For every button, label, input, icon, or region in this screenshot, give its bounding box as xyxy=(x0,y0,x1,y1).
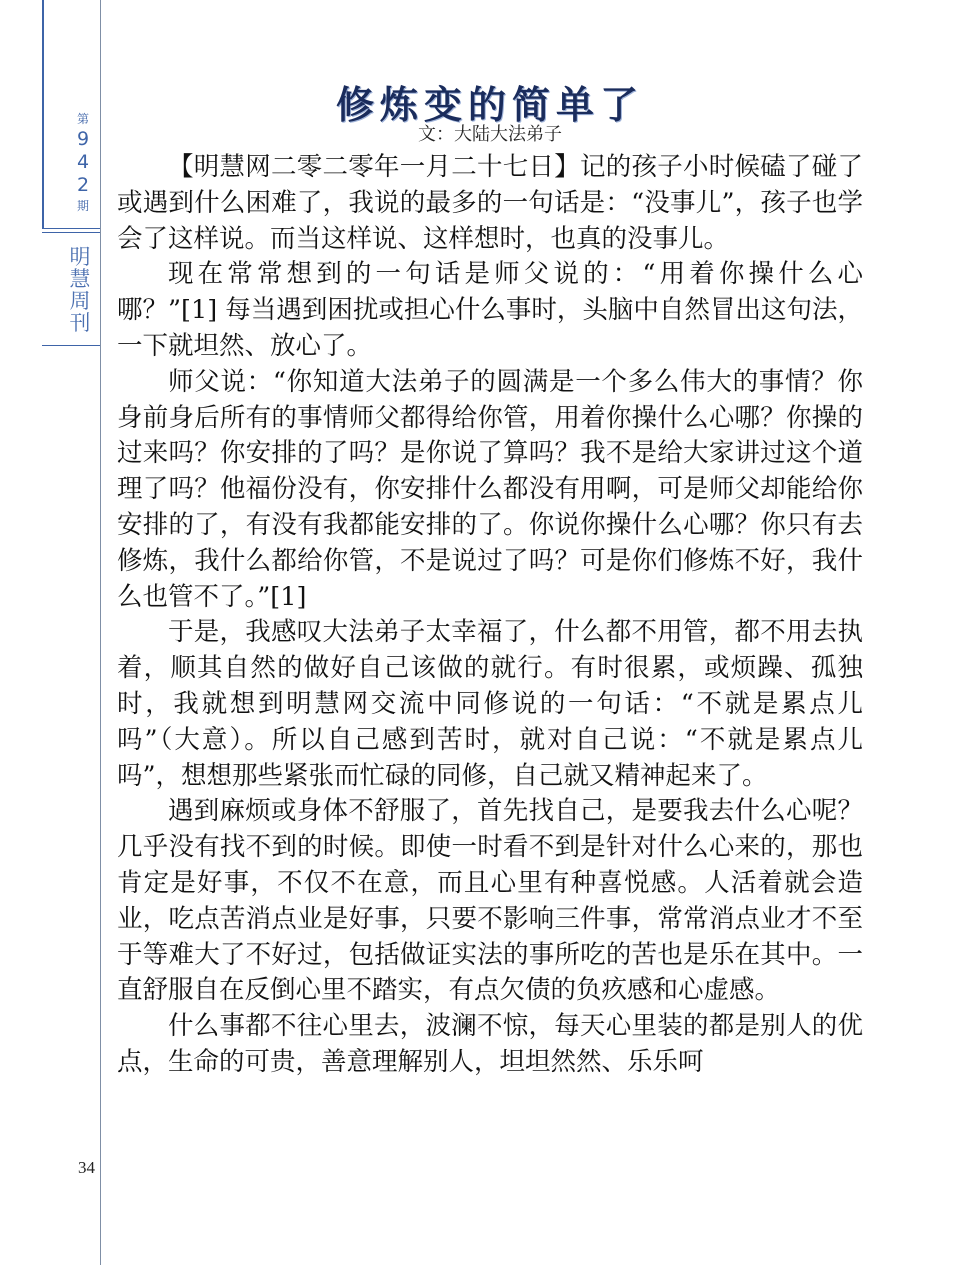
publication-char: 慧 xyxy=(69,267,91,291)
sidebar xyxy=(42,0,100,350)
publication-name xyxy=(68,246,92,334)
article-title: 修炼变的简单了 xyxy=(335,83,644,127)
publication-char: 周 xyxy=(69,289,91,313)
issue-prefix: 第 xyxy=(76,112,89,126)
sidebar-rule-top xyxy=(42,228,100,229)
issue-digit: 4 xyxy=(76,151,90,173)
paragraph: 什么事都不往心里去，波澜不惊，每天心里装的都是别人的优点，生命的可贵，善意理解别人，坦坦然然、乐乐呵 xyxy=(117,1011,863,1077)
issue-suffix: 期 xyxy=(76,199,89,213)
page-number: 34 xyxy=(78,1158,95,1177)
publication-char: 刊 xyxy=(69,311,91,335)
margin-rule xyxy=(100,0,101,1265)
article-byline: 文：大陆大法弟子 xyxy=(418,124,562,145)
paragraph: 现在常常想到的一句话是师父说的：“用着你操什么心哪？”[1] 每当遇到困扰或担心什么事时，头脑中自然冒出这句法，一下就坦然、放心了。 xyxy=(117,259,863,361)
issue-digit: 9 xyxy=(76,128,90,150)
issue-digit: 2 xyxy=(76,174,90,196)
sidebar-rule-top-2 xyxy=(42,232,100,233)
paragraph: 遇到麻烦或身体不舒服了，首先找自己，是要我去什么心呢？几乎没有找不到的时候。即使一时看不到是针对什么心来的，那也肯定是好事，不仅不在意，而且心里有种喜悦感。人活着就会造业，吃点苦消点业是好事，只要不影响三件事，常常消点业才不至于等难大了不好过，包括做证实法的事所吃的苦也是乐在其中。一直舒服自在反倒心里不踏实，有点欠债的负疚感和心虚感。 xyxy=(117,796,863,1006)
article-body xyxy=(117,150,863,1081)
paragraph: 于是，我感叹大法弟子太幸福了，什么都不用管，都不用去执着，顺其自然的做好自己该做的就行。有时很累，或烦躁、孤独时，我就想到明慧网交流中同修说的一句话：“不就是累点儿吗”（大意）。所以自己感到苦时，就对自己说：“不就是累点儿吗”，想想那些紧张而忙碌的同修，自己就又精神起来了。 xyxy=(117,617,863,791)
sidebar-top-line xyxy=(42,0,44,228)
sidebar-rule-bottom xyxy=(42,345,100,346)
paragraph: 师父说：“你知道大法弟子的圆满是一个多么伟大的事情？你身前身后所有的事情师父都得给你管，用着你操什么心哪？你操的过来吗？你安排的了吗？是你说了算吗？我不是给大家讲过这个道理了吗？他福份没有，你安排什么都没有用啊，可是师父却能给你安排的了，有没有我都能安排的了。你说你操什么心哪？你只有去修炼，我什么都给你管，不是说过了吗？可是你们修炼不好，我什么也管不了。”[1] xyxy=(117,366,863,612)
issue-number xyxy=(68,110,98,215)
paragraph: 【明慧网二零二零年一月二十七日】记的孩子小时候磕了碰了或遇到什么困难了，我说的最多的一句话是：“没事儿”，孩子也学会了这样说。而当这样说、这样想时，也真的没事儿。 xyxy=(117,152,863,254)
publication-char: 明 xyxy=(69,245,91,269)
